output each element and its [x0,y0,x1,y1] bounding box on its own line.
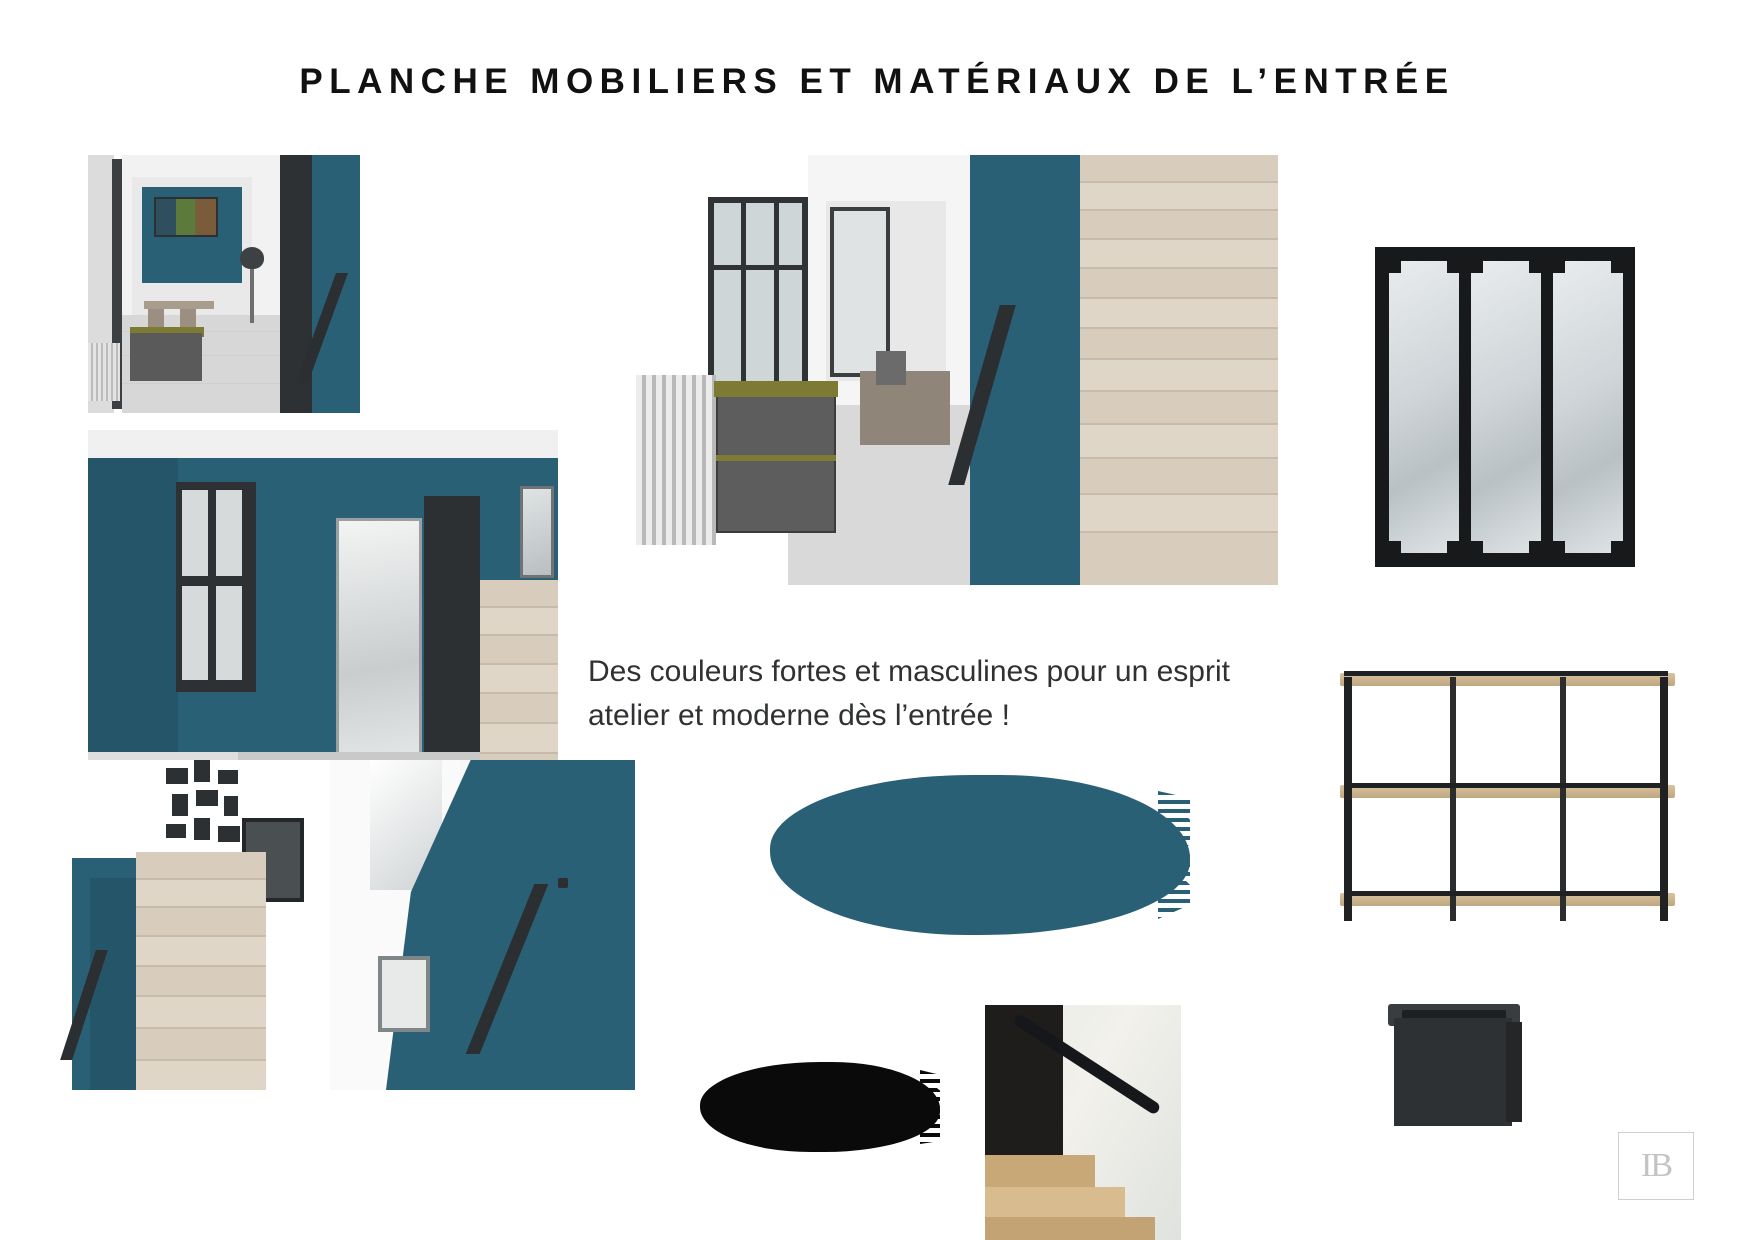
radiator [636,375,716,545]
render-corridor [608,155,1278,585]
small-mirror [520,486,554,578]
window-frame [176,482,256,692]
render-stairs-gallery [60,760,330,1090]
dining-table [144,301,214,309]
swatch-black [700,1062,940,1152]
frame-leg-left [1344,677,1352,921]
console-shelf-edge [716,455,836,461]
frame-rail-bottom [1344,891,1668,896]
render-stairs-angle [330,760,635,1090]
stair-tread [985,1155,1095,1187]
staircase [136,852,266,1090]
black-brush-bristles [920,1070,940,1144]
mirror-pane [1389,261,1459,553]
stair-tread [985,1217,1155,1240]
board-caption: Des couleurs fortes et masculines pour un esprit atelier et moderne dès l’entrée ! [588,655,1230,732]
teal-brush-bristles [1158,791,1190,919]
studio-logo: IB [1618,1132,1694,1200]
teal-paint-stroke [770,775,1190,935]
radiator [88,343,120,401]
product-storage-box [1388,1000,1528,1130]
frame-rail-top [1344,671,1668,676]
black-paint-stroke [700,1062,940,1152]
frame-leg-inner [1560,677,1566,921]
frame-leg-inner [1450,677,1456,921]
console-body [130,333,202,381]
page-title: PLANCHE MOBILIERS ET MATÉRIAUX DE L’ENTRÉE [299,62,1455,101]
dark-panel [424,496,480,766]
frame-leg-right [1660,677,1668,921]
vase [876,351,906,385]
floor-lamp-stem [250,265,254,323]
box-front [1394,1018,1512,1126]
render-hall-living [88,155,360,413]
wall-fixture [558,878,568,888]
mirror-pane [1471,261,1541,553]
floor-lamp-shade [240,247,264,269]
staircase [1080,155,1278,585]
console-top-wood [714,381,838,397]
swatch-teal [770,775,1190,935]
mirror-pane [1553,261,1623,553]
box-side [1506,1022,1522,1122]
frame-rail-middle [1344,783,1668,788]
wall-mirror [336,518,422,768]
teal-wall-side [88,458,178,758]
stair-tread [985,1187,1125,1217]
console-unit [716,393,836,533]
teal-wall-return [90,878,136,1090]
product-console [1330,665,1685,935]
framed-picture [378,956,430,1032]
tv-screen [154,197,218,237]
photo-handrail [985,1005,1181,1240]
product-mirror [1375,247,1635,567]
